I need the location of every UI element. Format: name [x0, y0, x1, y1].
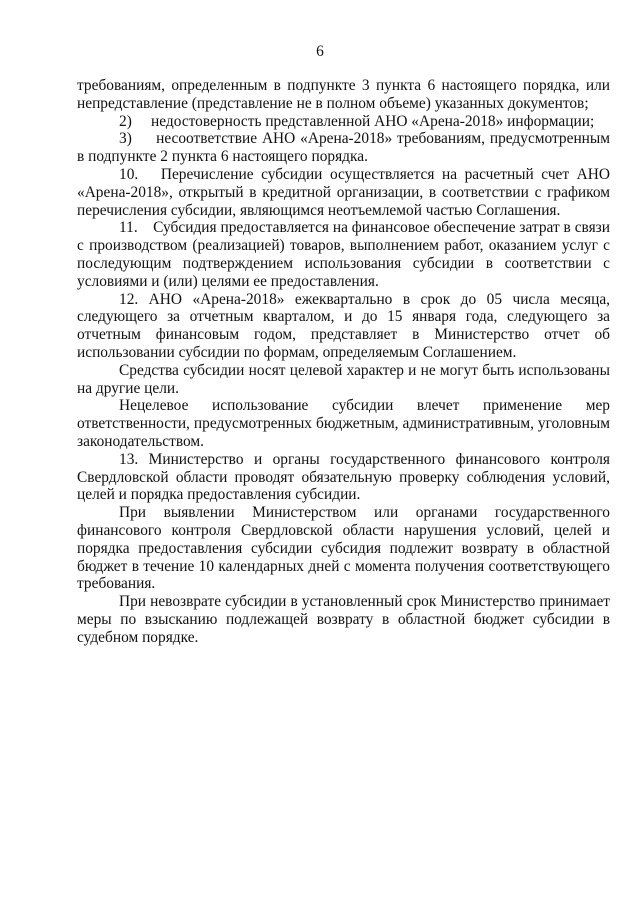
paragraph-section-10: 10. Перечисление субсидии осуществляется на расчетный счет АНО «Арена-2018», открытый в кредитной организации, в соответствии с графиком перечисления субсидии, являющимся неотъемлемой частью Соглашения. [77, 165, 610, 219]
paragraph-violation-return: При выявлении Министерством или органами государственного финансового контроля Свердловской области нарушения условий, целей и порядка предоставления субсидии субсидия подлежит возврату в областной бюджет в течение 10 календарных дней с момента получения соответствующего требования. [77, 504, 610, 593]
paragraph-continuation: требованиям, определенным в подпункте 3 пункта 6 настоящего порядка, или непредставление (представление не в полном объеме) указанных документов; [77, 77, 610, 112]
paragraph-target-use: Средства субсидии носят целевой характер и не могут быть использованы на другие цели. [77, 361, 610, 397]
paragraph-court-recovery: При невозврате субсидии в установленный срок Министерство принимает меры по взысканию подлежащей возврату в областной бюджет субсидии в судебном порядке. [77, 593, 610, 646]
paragraph-section-11: 11. Субсидия предоставляется на финансовое обеспечение затрат в связи с производством (реализацией) товаров, выполнением работ, оказанием услуг с последующим подтверждением использования субсидии в соответствии с условиями и (или) целями ее предоставления. [77, 219, 610, 290]
paragraph-item-3: 3) несоответствие АНО «Арена-2018» требованиям, предусмотренным в подпункте 2 пункта 6 настоящего порядка. [77, 130, 610, 166]
document-body [77, 77, 610, 647]
paragraph-section-13: 13. Министерство и органы государственного финансового контроля Свердловской области проводят обязательную проверку соблюдения условий, целей и порядка предоставления субсидии. [77, 450, 610, 504]
paragraph-item-2: 2) недостоверность представленной АНО «Арена-2018» информации; [119, 112, 595, 130]
paragraph-section-12: 12. АНО «Арена-2018» ежеквартально в срок до 05 числа месяца, следующего за отчетным кварталом, и до 15 января года, следующего за отчетным финансовым годом, представляет в Министерство отчет об использовании субсидии по формам, определяемым Соглашением. [77, 290, 610, 361]
paragraph-misuse: Нецелевое использование субсидии влечет применение мер ответственности, предусмотренных бюджетным, административным, уголовным законодательством. [77, 397, 610, 450]
page-number: 6 [316, 43, 324, 60]
